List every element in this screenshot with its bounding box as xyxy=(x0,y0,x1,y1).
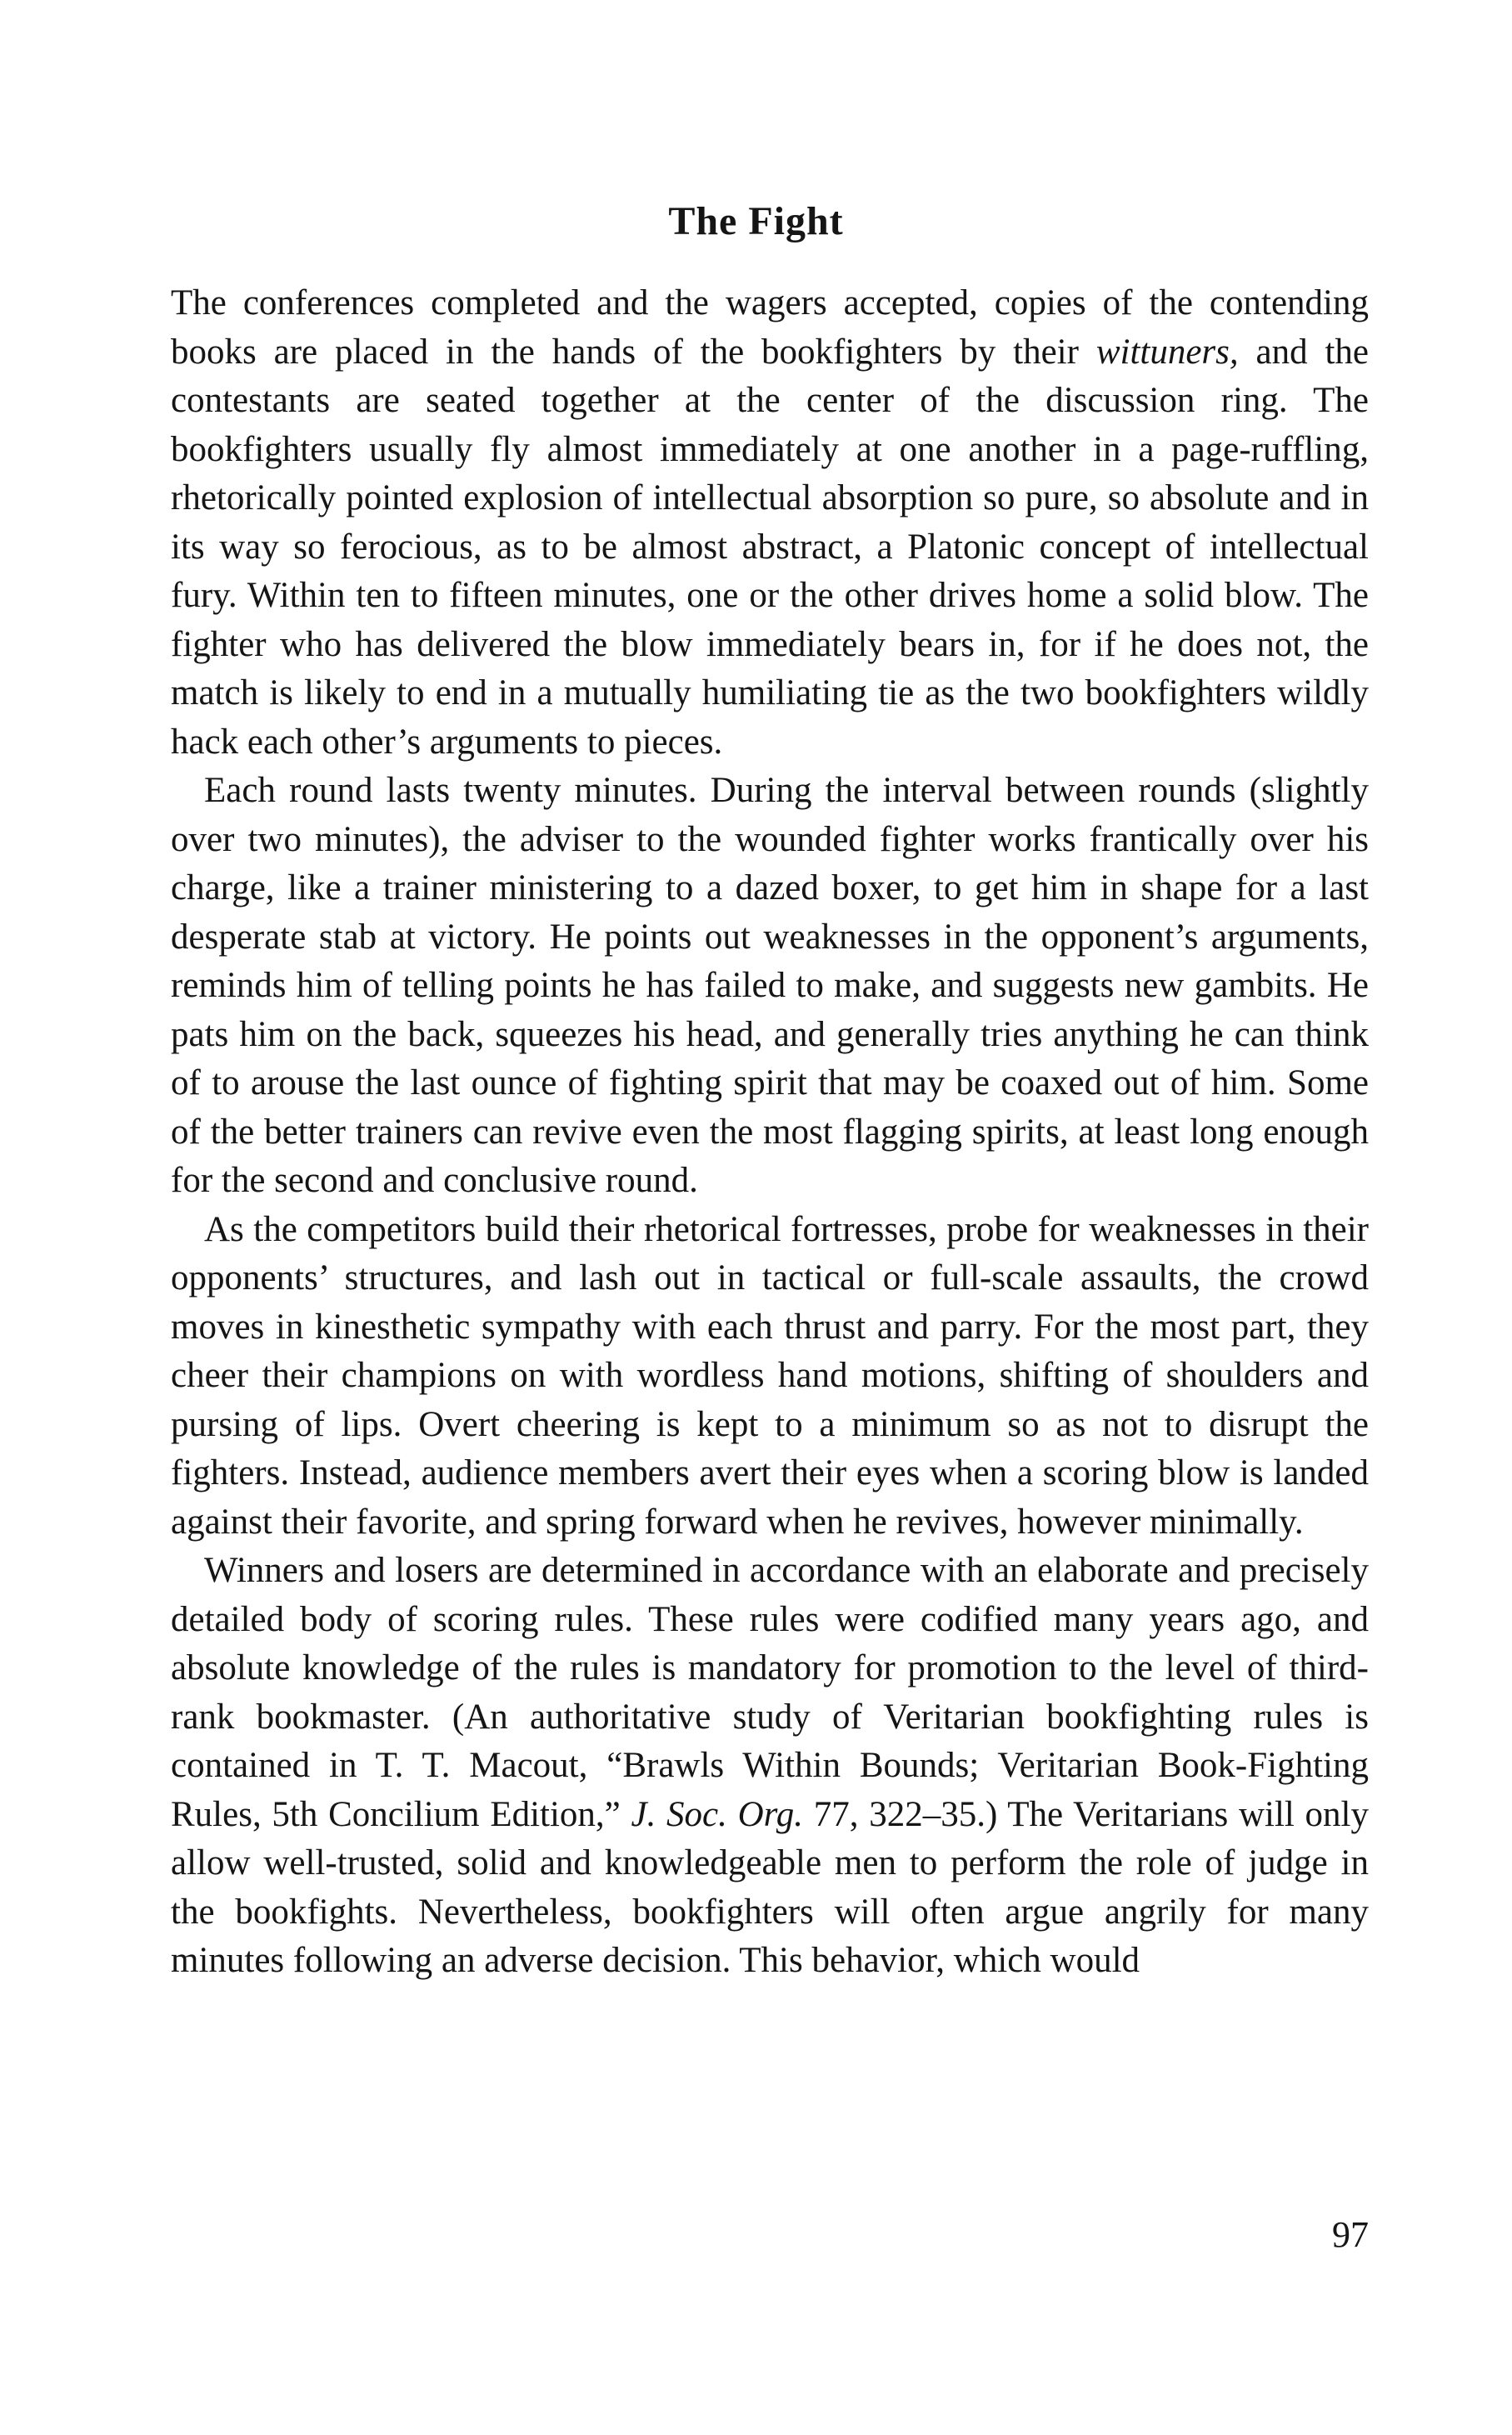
text-run: Winners and losers are determined in accordance with an elaborate and precisely detailed body of scoring rules. These rules were codified many years ago, and absolute knowledge of the rules is mandatory for promotion to the level of third-rank bookmaster. (An authoritative study of Veritarian bookfighting rules is contained in T. T. Macout, “Brawls Within Bounds; Veritarian Book-Fighting Rules, 5th Concilium Edition,” xyxy=(171,1551,1369,1834)
text-run: As the competitors build their rhetorical fortresses, probe for weaknesses in their opponents’ structures, and lash out in tactical or full-scale assaults, the crowd moves in kinesthetic sympathy with each thrust and parry. For the most part, they cheer their champions on with wordless hand motions, shifting of shoulders and pursing of lips. Overt cheering is kept to a minimum so as not to disrupt the fighters. Instead, audience members avert their eyes when a scoring blow is landed against their favorite, and spring forward when he revives, however minimally. xyxy=(171,1209,1369,1542)
italic-text: J. Soc. Org. xyxy=(631,1794,804,1834)
paragraph xyxy=(171,279,1369,767)
italic-text: wittuners, xyxy=(1095,332,1239,372)
page-title: The Fight xyxy=(668,199,844,244)
text-run: and the contestants are seated together at the center of the discussion ring. The bookfighters usually fly almost immediately at one another in a page-ruffling, rhetorically pointed explosion of intellectual absorption so pure, so absolute and in its way so ferocious, as to be almost abstract, a Platonic concept of intellectual fury. Within ten to fifteen minutes, one or the other drives home a solid blow. The fighter who has delivered the blow immediately bears in, for if he does not, the match is likely to end in a mutually humiliating tie as the two bookfighters wildly hack each other’s arguments to pieces. xyxy=(171,332,1369,762)
text-run: The conferences completed and the wagers accepted, copies of the contending books are placed in the hands of the bookfighters by their xyxy=(171,283,1369,372)
body-text xyxy=(171,279,1369,1986)
page-number: 97 xyxy=(1332,2214,1369,2255)
paragraph xyxy=(171,1206,1369,1548)
text-run: Each round lasts twenty minutes. During the interval between rounds (slightly over two minutes), the adviser to the wounded fighter works frantically over his charge, like a trainer ministering to a dazed boxer, to get him in shape for a last desperate stab at victory. He points out weaknesses in the opponent’s arguments, reminds him of telling points he has failed to make, and suggests new gambits. He pats him on the back, squeezes his head, and generally tries anything he can think of to arouse the last ounce of fighting spirit that may be coaxed out of him. Some of the better trainers can revive even the most flagging spirits, at least long enough for the second and conclusive round. xyxy=(171,771,1369,1200)
text-run: 77, 322–35.) The Veritarians will only allow well-trusted, solid and knowledgeable men to perform the role of judge in the bookfights. Nevertheless, bookfighters will often argue angrily for many minutes following an adverse decision. This behavior, which would xyxy=(171,1794,1370,1980)
paragraph xyxy=(171,767,1369,1206)
paragraph xyxy=(171,1547,1369,1986)
